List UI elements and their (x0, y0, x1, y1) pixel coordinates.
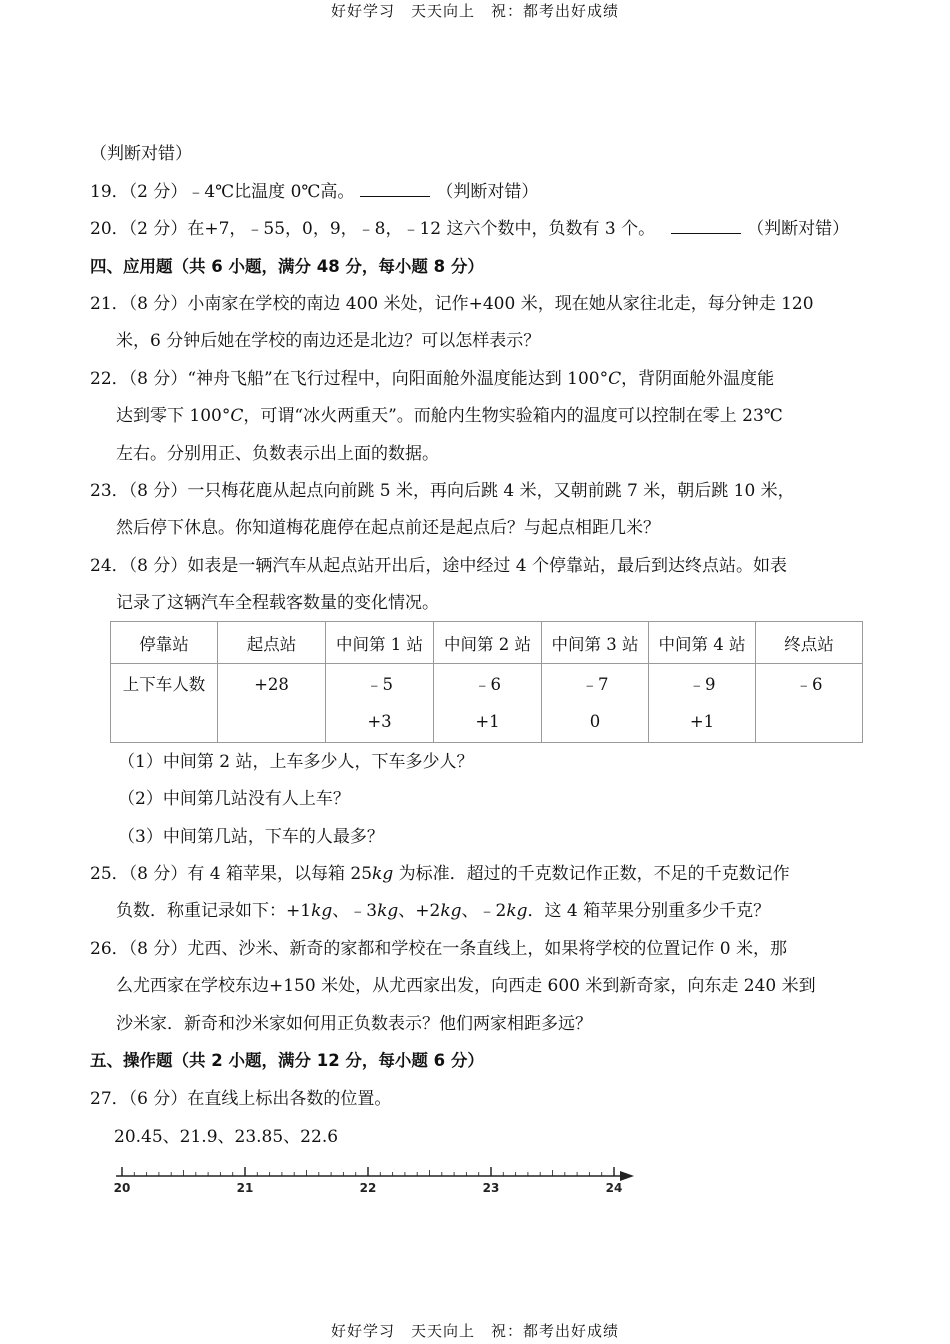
q23-line-1: 23．（8 分）一只梅花鹿从起点向前跳 5 米，再向后跳 4 米，又朝前跳 7 米，朝后跳 10 米， (90, 481, 795, 501)
section-5-heading: 五、操作题（共 2 小题，满分 12 分，每小题 6 分） (90, 1051, 484, 1070)
q27-line-1: 27．（6 分）在直线上标出各数的位置。 (90, 1089, 392, 1109)
table-header-cell: 中间第 1 站 (326, 622, 434, 664)
table-header-cell: 终点站 (756, 622, 863, 664)
page-footer: 好好学习 天天向上 祝：都考出好成绩 (330, 1322, 619, 1340)
q22-text-c: 达到零下 100° (116, 406, 231, 426)
table-header-cell: 起点站 (218, 622, 326, 664)
q24-line-2: 记录了这辆汽车全程载客数量的变化情况。 (116, 593, 439, 613)
q24-sub-3: （3）中间第几站，下车的人最多？ (118, 827, 384, 847)
q24-sub-2: （2）中间第几站没有人上车？ (118, 789, 350, 809)
q26-line-3: 沙米家．新奇和沙米家如何用正负数表示？他们两家相距多远？ (116, 1014, 592, 1034)
number-line-label: 21 (236, 1181, 254, 1195)
number-line-label: 22 (359, 1181, 377, 1195)
q21-line-2: 米，6 分钟后她在学校的南边还是北边？可以怎样表示？ (116, 331, 541, 351)
q25-unit-kg: kg (377, 901, 399, 921)
q22-unit-c-2: C (230, 406, 244, 426)
q25-text-a: 25．（8 分）有 4 箱苹果，以每箱 25 (90, 864, 373, 884)
q22-text-b: ，背阴面舱外温度能 (621, 369, 775, 389)
q25-text-e: 、+2 (398, 901, 441, 921)
question-19 (90, 181, 538, 203)
q22-line-2 (116, 405, 783, 427)
q24-line-1: 24．（8 分）如表是一辆汽车从起点站开出后，途中经过 4 个停靠站，最后到达终点站。如表 (90, 556, 787, 576)
number-line-label: 23 (482, 1181, 500, 1195)
table-header-cell: 停靠站 (111, 622, 218, 664)
cell-value-bottom (756, 701, 862, 738)
q20-text: 20．（2 分）在+7，﹣55，0，9，﹣8，﹣12 这六个数中，负数有 3 个。 (90, 219, 656, 239)
q22-text-d: ，可谓“冰火两重天”。而舱内生物实验箱内的温度可以控制在零上 23℃ (243, 406, 783, 426)
q26-line-1: 26．（8 分）尤西、沙米、新奇的家都和学校在一条直线上，如果将学校的位置记作 0 米，那 (90, 939, 787, 959)
question-20 (90, 218, 849, 240)
table-cell (542, 664, 649, 743)
q26-line-2: 么尤西家在学校东边+150 米处，从尤西家出发，向西走 600 米到新奇家，向东走 240 米到 (116, 976, 816, 996)
section-4-heading: 四、应用题（共 6 小题，满分 48 分，每小题 8 分） (90, 257, 484, 276)
q19-answer-blank[interactable] (360, 182, 430, 197)
cell-value-bottom: +1 (689, 712, 715, 731)
passenger-table (110, 621, 863, 743)
q22-line-1 (90, 368, 774, 390)
q25-text-c: 负数．称重记录如下：+1 (116, 901, 312, 921)
row-label-text: 上下车人数 (122, 675, 206, 694)
cell-value-top: ﹣6 (474, 675, 501, 694)
q25-text-b: 为标准．超过的千克数记作正数，不足的千克数记作 (393, 864, 790, 884)
q25-line-2 (116, 900, 770, 922)
table-header-cell: 中间第 4 站 (649, 622, 756, 664)
cell-value-top: ﹣6 (795, 675, 823, 694)
cell-value-top: ﹣7 (581, 675, 609, 694)
number-line[interactable] (112, 1160, 642, 1196)
number-line-label: 24 (605, 1181, 623, 1195)
table-header-row (111, 622, 863, 664)
q18-tail: （判断对错） (90, 144, 192, 164)
q25-unit-kg: kg (311, 901, 333, 921)
cell-value-bottom: +3 (367, 712, 392, 731)
number-line-arrow (620, 1171, 634, 1181)
table-cell (326, 664, 434, 743)
cell-value-bottom: 0 (589, 712, 601, 731)
page-header: 好好学习 天天向上 祝：都考出好成绩 (330, 2, 619, 20)
q19-judge: （判断对错） (436, 182, 539, 202)
q25-unit-kg: kg (372, 864, 394, 884)
cell-value-top: +28 (254, 675, 289, 694)
table-cell (756, 664, 863, 743)
q25-line-1 (90, 863, 790, 885)
table-header-cell: 中间第 2 站 (434, 622, 542, 664)
q19-text: 19．（2 分）﹣4℃比温度 0℃高。 (90, 182, 355, 202)
cell-value-top: ﹣9 (688, 675, 716, 694)
q22-unit-c: C (608, 369, 622, 389)
number-line-ticks (122, 1167, 614, 1176)
number-line-labels (114, 1181, 623, 1195)
q24-sub-1: （1）中间第 2 站，上车多少人，下车多少人？ (118, 752, 474, 772)
q23-line-2: 然后停下休息。你知道梅花鹿停在起点前还是起点后？与起点相距几米？ (116, 518, 660, 538)
q25-unit-kg: kg (440, 901, 462, 921)
table-header-cell: 中间第 3 站 (542, 622, 649, 664)
number-line-label: 20 (113, 1181, 131, 1195)
q27-numbers: 20.45、21.9、23.85、22.6 (114, 1127, 339, 1147)
cell-value-bottom (218, 701, 325, 738)
table-cell (218, 664, 326, 743)
cell-value-top: ﹣5 (366, 675, 393, 694)
q20-answer-blank[interactable] (671, 219, 741, 234)
table-row-label (111, 664, 218, 743)
table-cell (649, 664, 756, 743)
q25-unit-kg: kg (506, 901, 528, 921)
q22-text-a: 22．（8 分）“神舟飞船”在飞行过程中，向阳面舱外温度能达到 100° (90, 369, 609, 389)
q25-text-f: 、﹣2 (461, 901, 507, 921)
q20-judge: （判断对错） (747, 219, 850, 239)
q21-line-1: 21．（8 分）小南家在学校的南边 400 米处，记作+400 米，现在她从家往北走，每分钟走 120 (90, 294, 814, 314)
table-cell (434, 664, 542, 743)
q22-line-3: 左右。分别用正、负数表示出上面的数据。 (116, 444, 439, 464)
q25-text-d: 、﹣3 (332, 901, 378, 921)
cell-value-bottom: +1 (475, 712, 500, 731)
table-row (111, 664, 863, 743)
q25-text-g: ．这 4 箱苹果分别重多少千克？ (527, 901, 771, 921)
